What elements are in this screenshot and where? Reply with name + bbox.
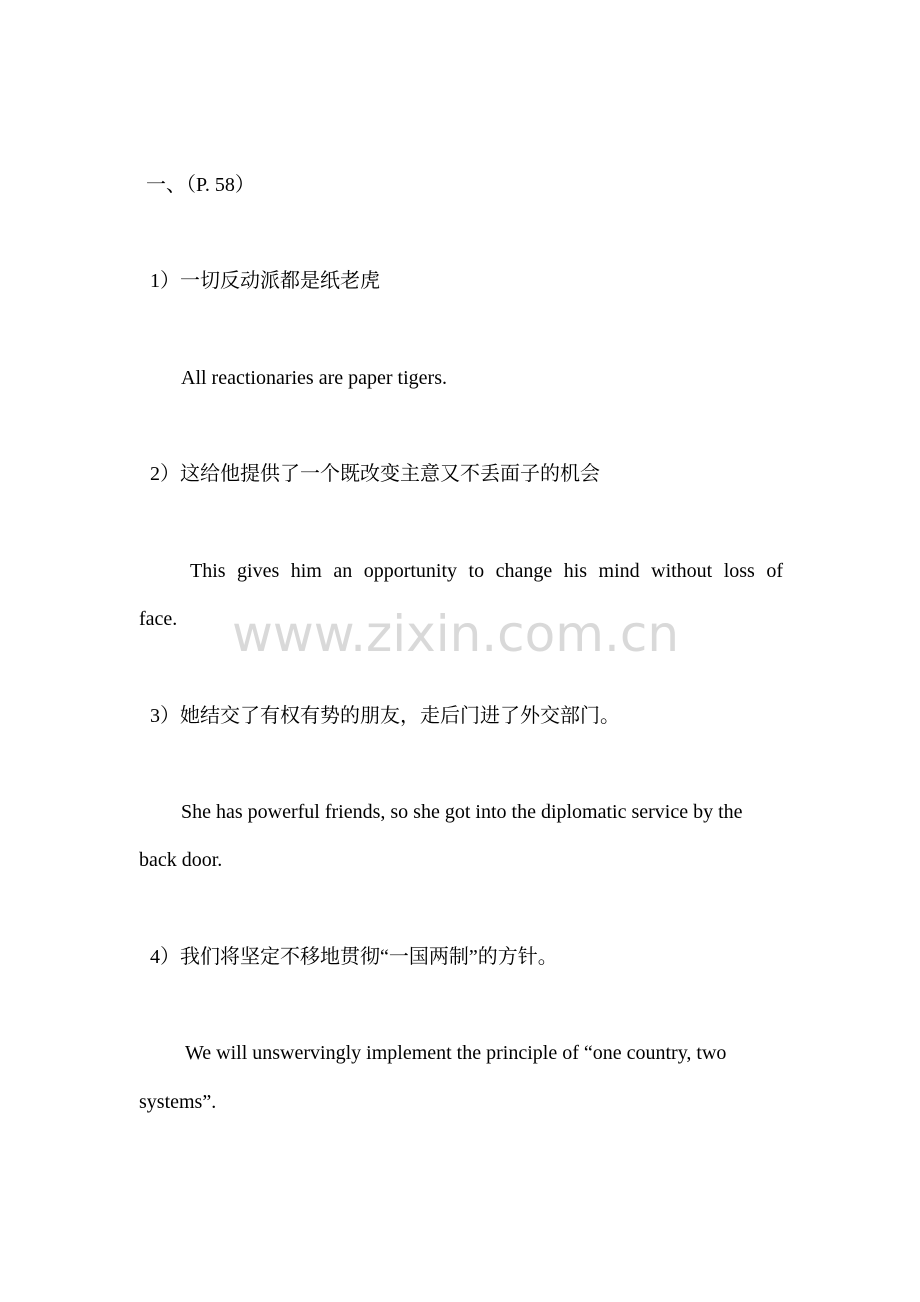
item-2-chinese: 2）这给他提供了一个既改变主意又不丢面子的机会 bbox=[150, 463, 600, 485]
item-1-english: All reactionaries are paper tigers. bbox=[181, 367, 447, 389]
item-2-english-line2: face. bbox=[139, 608, 178, 630]
section-heading: 一、（P. 58） bbox=[146, 174, 255, 196]
item-4-english-line2: systems”. bbox=[139, 1091, 217, 1113]
item-3-english-line1: She has powerful friends, so she got into the diplomatic service by the bbox=[181, 801, 743, 823]
item-4-chinese: 4）我们将坚定不移地贯彻“一国两制”的方针。 bbox=[150, 946, 558, 968]
item-1-chinese: 1）一切反动派都是纸老虎 bbox=[150, 270, 380, 292]
item-2-english-line1: This gives him an opportunity to change his mind without loss of bbox=[190, 560, 783, 582]
item-4-english-line1: We will unswervingly implement the principle of “one country, two bbox=[185, 1042, 727, 1064]
item-3-english-line2: back door. bbox=[139, 849, 223, 871]
item-3-chinese: 3）她结交了有权有势的朋友，走后门进了外交部门。 bbox=[150, 705, 620, 727]
watermark: www.zixin.com.cn bbox=[232, 605, 680, 663]
